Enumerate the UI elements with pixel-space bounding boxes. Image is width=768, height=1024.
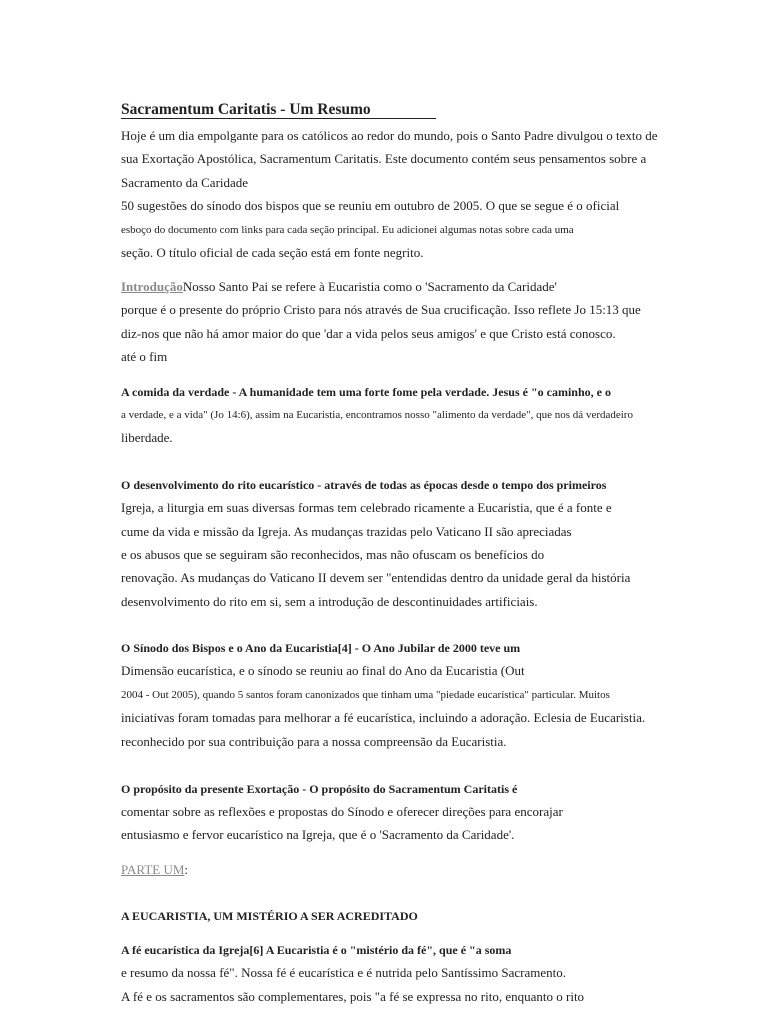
- desenvolvimento-line-4: renovação. As mudanças do Vaticano II devem ser "entendidas dentro da unidade geral da história: [121, 570, 631, 585]
- title-underline: [121, 118, 436, 119]
- fe-line-2: A fé e os sacramentos são complementares, pois "a fé se expressa no rito, enquanto o rito: [121, 989, 585, 1004]
- sinodo-line-1: Dimensão eucarística, e o sínodo se reuniu ao final do Ano da Eucaristia (Out: [121, 663, 525, 678]
- comida-line-1: a verdade, e a vida" (Jo 14:6), assim na Eucaristia, encontramos nosso "alimento da verdade", que nos dá verdadeiro: [121, 409, 633, 421]
- proposito-line-1: comentar sobre as reflexões e propostas do Sínodo e oferecer direções para encorajar: [121, 804, 563, 819]
- sinodo-line-3: iniciativas foram tomadas para melhorar a fé eucarística, incluindo a adoração. Eclesia de Eucaristia.: [121, 710, 646, 725]
- intro-line-4: 50 sugestões do sínodo dos bispos que se reuniu em outubro de 2005. O que se segue é o oficial: [121, 198, 620, 213]
- comida-line-2: liberdade.: [121, 430, 173, 445]
- parte-um-suffix: :: [184, 862, 189, 877]
- eucaristia-heading: A EUCARISTIA, UM MISTÉRIO A SER ACREDITADO: [121, 909, 418, 923]
- introducao-link[interactable]: Introdução: [121, 279, 183, 294]
- fe-heading: A fé eucarística da Igreja[6] A Eucaristia é o "mistério da fé", que é "a soma: [121, 943, 512, 957]
- intro-line-5: esboço do documento com links para cada seção principal. Eu adicionei algumas notas sobre cada uma: [121, 224, 574, 236]
- introducao-first-line: [121, 279, 557, 295]
- introducao-line-4: até o fim: [121, 349, 168, 364]
- fe-line-1: e resumo da nossa fé". Nossa fé é eucarística e é nutrida pelo Santíssimo Sacramento.: [121, 965, 566, 980]
- introducao-line-3: diz-nos que não há amor maior do que 'dar a vida pelos seus amigos' e que Cristo está conosco.: [121, 326, 616, 341]
- parte-um-line: [121, 862, 188, 878]
- intro-line-6: seção. O título oficial de cada seção está em fonte negrito.: [121, 245, 424, 260]
- sinodo-heading: O Sínodo dos Bispos e o Ano da Eucaristia[4] - O Ano Jubilar de 2000 teve um: [121, 641, 521, 655]
- proposito-line-2: entusiasmo e fervor eucarístico na Igreja, que é o 'Sacramento da Caridade'.: [121, 827, 515, 842]
- introducao-first-text: Nosso Santo Pai se refere à Eucaristia como o 'Sacramento da Caridade': [182, 279, 557, 294]
- desenvolvimento-line-5: desenvolvimento do rito em si, sem a introdução de descontinuidades artificiais.: [121, 594, 538, 609]
- introducao-line-2: porque é o presente do próprio Cristo para nós através de Sua crucificação. Isso reflete Jo 15:13 que: [121, 302, 641, 317]
- comida-heading: A comida da verdade - A humanidade tem uma forte fome pela verdade. Jesus é "o caminho, e o: [121, 385, 611, 399]
- desenvolvimento-line-1: Igreja, a liturgia em suas diversas formas tem celebrado ricamente a Eucaristia, que é a fonte e: [121, 500, 612, 515]
- parte-um-link[interactable]: PARTE UM: [121, 862, 185, 877]
- intro-line-2: sua Exortação Apostólica, Sacramentum Caritatis. Este documento contém seus pensamentos sobre a: [121, 151, 647, 166]
- document-title: Sacramentum Caritatis - Um Resumo: [121, 101, 371, 118]
- intro-line-1: Hoje é um dia empolgante para os católicos ao redor do mundo, pois o Santo Padre divulgou o texto de: [121, 128, 658, 143]
- desenvolvimento-line-3: e os abusos que se seguiram são reconhecidos, mas não ofuscam os benefícios do: [121, 547, 545, 562]
- sinodo-line-2: 2004 - Out 2005), quando 5 santos foram canonizados que tinham uma "piedade eucarística" particular. Muitos: [121, 689, 610, 701]
- sinodo-line-4: reconhecido por sua contribuição para a nossa compreensão da Eucaristia.: [121, 734, 507, 749]
- desenvolvimento-heading: O desenvolvimento do rito eucarístico - através de todas as épocas desde o tempo dos primeiros: [121, 478, 607, 492]
- proposito-heading: O propósito da presente Exortação - O propósito do Sacramentum Caritatis é: [121, 782, 518, 796]
- desenvolvimento-line-2: cume da vida e missão da Igreja. As mudanças trazidas pelo Vaticano II são apreciadas: [121, 524, 572, 539]
- intro-line-3: Sacramento da Caridade: [121, 175, 249, 190]
